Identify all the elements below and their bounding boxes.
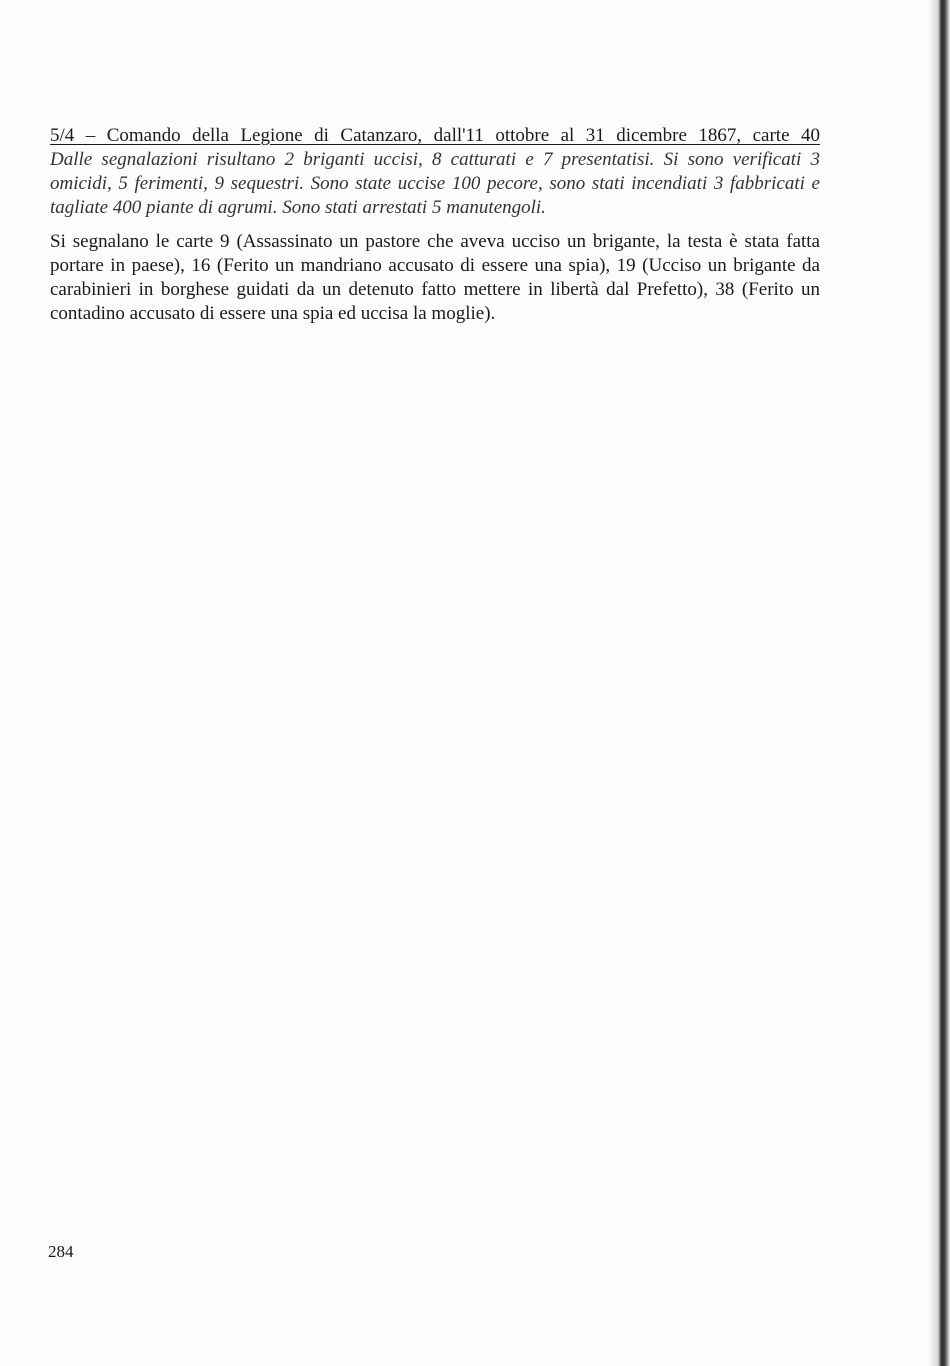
entry-body: Si segnalano le carte 9 (Assassinato un pastore che aveva ucciso un brigante, la testa è stata fatta portare in paese), 16 (Ferito un mandriano accusato di essere una spia), 19 (Ucciso un brigante da carabinieri in borghese guidati da un detenuto fatto mettere in libertà dal Prefetto), 38 (Ferito un contadino accusato di essere una spia ed uccisa la moglie). (50, 231, 820, 324)
page-number: 284 (48, 1242, 74, 1261)
entry-block (50, 124, 820, 326)
entry-heading: 5/4 – Comando della Legione di Catanzaro, dall'11 ottobre al 31 dicembre 1867, carte 40 (50, 125, 820, 146)
binding-edge (928, 0, 950, 1366)
entry-summary: Dalle segnalazioni risultano 2 briganti uccisi, 8 catturati e 7 presentatisi. Si sono verificati 3 omicidi, 5 ferimenti, 9 sequestri. Sono state uccise 100 pecore, sono stati incendiati 3 fabbricati e tagliate 400 piante di agrumi. Sono stati arrestati 5 manutengoli. (50, 149, 820, 218)
